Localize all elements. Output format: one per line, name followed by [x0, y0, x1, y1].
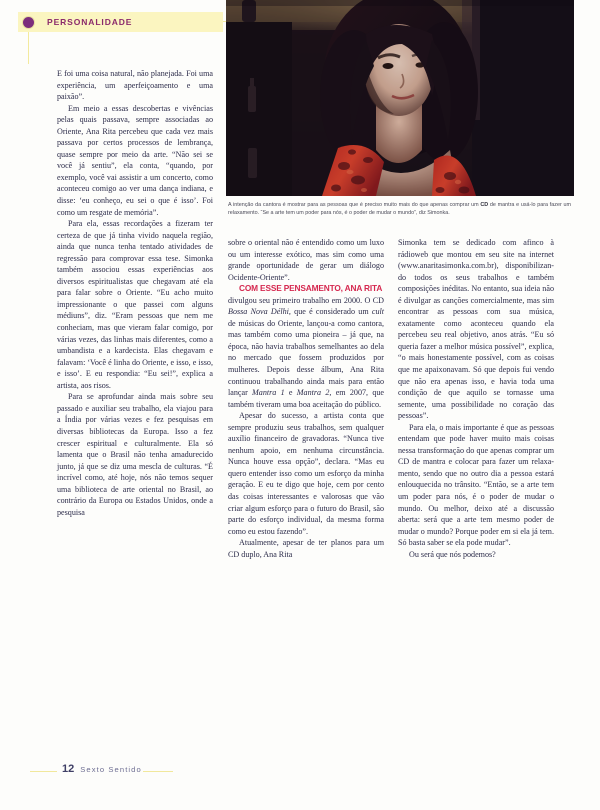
paragraph: sobre o oriental não é entendido como um luxo ou um interesse exótico, mas sim como uma grande oportunidade de gerar um diálogo Ocidente-Oriente”.	[228, 238, 384, 282]
photo-caption	[228, 201, 571, 218]
caption-cd-label: CD	[480, 202, 489, 208]
caption-text-part2: de mantra e usá-lo para fazer um relaxamento. “Se a arte tem um poder para nós, é o poder de mudar o mundo”, diz Simonka.	[228, 202, 571, 217]
bullet-dot-icon	[23, 17, 34, 28]
text-run: de músicas do Oriente, lançou-a como cantora, mas também como uma pioneira – já que, na época, não havia trabalhos semelhantes ao dela no mercado que fossem produzidos por mulheres. Depois desse álbum, Ana Rita continuou trabalhando ainda mais para então lançar	[228, 318, 384, 398]
text-run: e	[284, 388, 297, 398]
text-run: , que é considerado um	[288, 307, 372, 317]
album-title: Bossa Nova Délhi	[228, 307, 289, 317]
section-header-banner	[18, 12, 223, 32]
article-subhead: COM ESSE PENSAMENTO, ANA RITA	[239, 283, 383, 294]
paragraph: Para se aprofundar ainda mais sobre seu passado e auxiliar seu trabalho, ela viajou para a Índia por várias vezes e fez pesquisas em diversas bibliotecas da Europa. Isso a fez crescer espiritual e culturalmente. Ela só lamenta que o Brasil não tenha amadurecido junto, já que se diz uma mescla de culturas. “É incrível como, até hoje, nós não temos sequer uma biblioteca de arte oriental no Brasil, ao contrário da Europa ou Estados Unidos, onde a pesquisa	[57, 392, 213, 517]
section-label: PERSONALIDADE	[47, 17, 133, 27]
magazine-name: Sexto Sentido	[80, 765, 142, 774]
album-title: Mantra 2	[296, 388, 330, 398]
paragraph: E foi uma coisa natural, não planejada. Foi uma experiência, um aperfeiçoamento e uma paixão”.	[57, 69, 213, 102]
paragraph: Para ela, o mais importante é que as pessoas entendam que pode haver muito mais coisas nessa transformação do que apenas comprar um CD de mantra e colocar para fazer um relaxamento, sendo que no outro dia a pessoa estará enlouquecida no trânsito. “Então, se a arte tem um poder para nós, é o poder de mudar o mundo. Ou melhor, deixo até a discussão aberta: será que a arte tem mesmo poder de mudar o mundo? Porque poder em si ela já tem. Só basta saber se ela pode mudar”.	[398, 422, 554, 548]
page-footer	[62, 763, 142, 775]
text-run: , em 2007, que também tiveram uma boa aceitação do público.	[228, 388, 385, 409]
article-photo	[226, 0, 574, 196]
body-column-1	[57, 68, 213, 518]
header-vertical-rule	[28, 32, 29, 64]
caption-text-part1: A intenção da cantora é mostrar para as pessoas que é preciso muito mais do que apenas comprar um	[228, 202, 481, 208]
emphasis-cult: cult	[371, 307, 384, 317]
text-run: divulgou seu primeiro trabalho em 2000. O CD	[228, 295, 384, 305]
footer-rule-left	[30, 771, 57, 772]
paragraph: Simonka tem se dedicado com afinco à rádioweb que montou em seu site na internet (www.anaritasimonka.com.br), disponibilizando todos os seus trabalhos e também composições inéditas. No entanto, sua ideia não é divulgar as canções comercialmente, mas sim encontrar as pessoas com sua música, exatamente como aconteceu quando ela percebeu seu real objetivo, anos atrás. “Eu só queria fazer a melhor música possível”, explica, “o mais honestamente possível, com as coisas que me apaixonavam. Só que depois fui vendo que não era apenas isso, e havia toda uma condição de que aquilo se tornasse uma semente, uma possibilidade no coração das pessoas”.	[398, 238, 554, 421]
paragraph: Ou será que nós podemos?	[409, 549, 496, 559]
paragraph	[228, 295, 384, 410]
paragraph: Para ela, essas recordações a fizeram ter certeza de que já tinha vivido naquela região, ainda que nunca tenha tentado atividades de regressão para comprovar essa tese. Simonka também associou essas experiências aos diversos espiritualistas que chegavam até ela para falar sobre o Oriente. “Eu acho muito impressionante o que passei com alguns médiuns”, diz. “Eram pessoas que nem me conheciam, mas que vieram falar comigo, por várias vezes, das linhas mais diferentes, como a umbandista e a kardecista. Elas chegavam e falavam: ‘Você é linha do Oriente, e isso, e isso, e isso’. E eu respondia: “Eu sei!”, explica a artista, aos risos.	[57, 219, 213, 390]
page-number: 12	[62, 763, 75, 775]
paragraph: Em meio a essas descobertas e vivências pelas quais passava, sempre associadas ao Oriente, Ana Rita percebeu que cada vez mais passava por certos processos de lembrança, quase sempre por meio da arte. “Não sei se você já sentiu”, ela conta, “quando, por exemplo, você vai assistir a um concerto, como aconteceu comigo ao ver uma dança indiana, e disse: ‘eu conheço, eu sei o que é isso’. Foi como um resgate de memória”.	[57, 103, 213, 217]
body-column-3	[398, 237, 554, 560]
body-column-2	[228, 237, 384, 560]
footer-rule-right	[143, 771, 173, 772]
paragraph: Atualmente, apesar de ter planos para um CD duplo, Ana Rita	[228, 538, 384, 559]
photo-artwork	[226, 0, 574, 196]
paragraph: Apesar do sucesso, a artista conta que sempre produziu seus trabalhos, sem qualquer auxílio financeiro de gravadoras. “Nunca tive nenhum apoio, em nenhuma circunstância. Nunca houve essa opção”, declara. “Mas eu quero entender isso como um esforço da minha geração. E eu te digo que hoje, cem por cento das coisas interessantes e valorosas que vão criar algum esforço para o futuro do Brasil, são parte do esforço individual, da mesma forma como eu estou fazendo”.	[228, 411, 384, 536]
album-title: Mantra 1	[252, 388, 285, 398]
